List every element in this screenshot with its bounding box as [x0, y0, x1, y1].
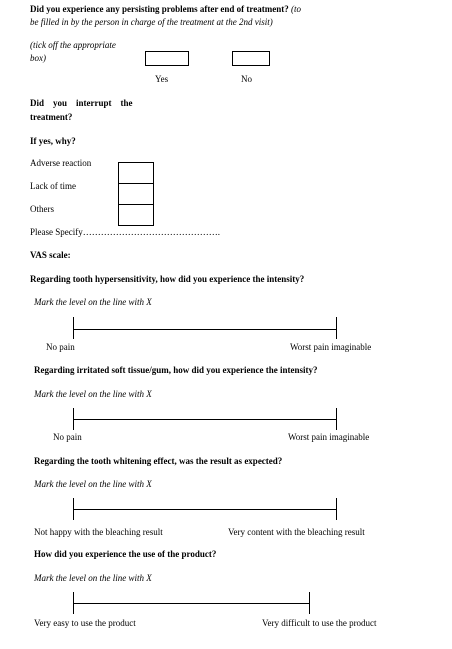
vas3-scale-line[interactable] — [73, 509, 336, 510]
specify-field[interactable]: Please Specify………………………………………. — [30, 227, 220, 237]
vas1-instruction: Mark the level on the line with X — [34, 297, 152, 307]
q1-tick-instruction: (tick off the appropriate — [30, 40, 116, 50]
vas1-scale-line[interactable] — [73, 329, 336, 330]
vas-heading: VAS scale: — [30, 250, 71, 260]
adverse-reaction-checkbox[interactable] — [118, 162, 154, 184]
vas2-question: Regarding irritated soft tissue/gum, how did you experience the intensity? — [34, 365, 318, 375]
no-label: No — [241, 74, 252, 84]
vas2-scale-line[interactable] — [73, 419, 336, 420]
vas1-question: Regarding tooth hypersensitivity, how did you experience the intensity? — [30, 274, 305, 284]
vas3-right-tick — [336, 498, 337, 520]
vas2-instruction: Mark the level on the line with X — [34, 389, 152, 399]
vas3-right-label: Very content with the bleaching result — [228, 527, 365, 537]
others-checkbox[interactable] — [118, 204, 154, 226]
vas4-scale-line[interactable] — [73, 603, 309, 604]
q1-title: Did you experience any persisting problems after end of treatment? (to — [30, 4, 301, 14]
q1-tick-instruction-2: box) — [30, 53, 46, 63]
yes-label: Yes — [155, 74, 169, 84]
option-others: Others — [30, 204, 54, 214]
vas3-left-label: Not happy with the bleaching result — [34, 527, 163, 537]
q1-note-line2: be filled in by the person in charge of the treatment at the 2nd visit) — [30, 17, 273, 27]
yes-checkbox[interactable] — [145, 51, 189, 66]
vas1-left-label: No pain — [46, 342, 75, 352]
vas1-right-label: Worst pain imaginable — [290, 342, 372, 352]
lack-of-time-checkbox[interactable] — [118, 183, 154, 205]
vas4-right-tick — [309, 592, 310, 614]
vas4-right-label: Very difficult to use the product — [262, 618, 377, 628]
vas2-left-label: No pain — [53, 432, 82, 442]
q1-note: (to — [290, 4, 301, 14]
q2-title: Did you interrupt the — [30, 98, 133, 108]
vas4-left-label: Very easy to use the product — [34, 618, 136, 628]
q2-title-2: treatment? — [30, 112, 73, 122]
option-lack-of-time: Lack of time — [30, 181, 76, 191]
vas1-right-tick — [336, 317, 337, 339]
vas1-left-tick — [73, 317, 74, 339]
vas2-right-label: Worst pain imaginable — [288, 432, 370, 442]
vas3-instruction: Mark the level on the line with X — [34, 479, 152, 489]
q3-title: If yes, why? — [30, 136, 76, 146]
vas3-question: Regarding the tooth whitening effect, was the result as expected? — [34, 456, 283, 466]
vas4-instruction: Mark the level on the line with X — [34, 573, 152, 583]
no-checkbox[interactable] — [232, 51, 270, 66]
vas4-question: How did you experience the use of the product? — [34, 549, 217, 559]
vas2-right-tick — [336, 408, 337, 430]
option-adverse-reaction: Adverse reaction — [30, 158, 92, 168]
